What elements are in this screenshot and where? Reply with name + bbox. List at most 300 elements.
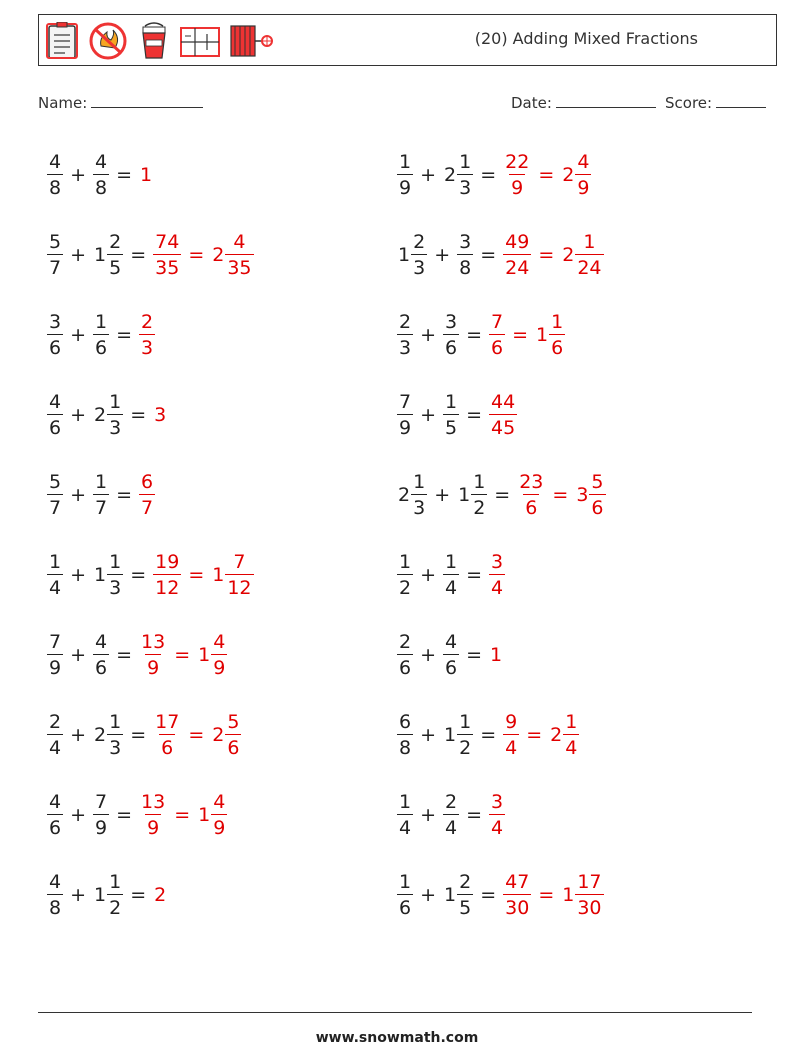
answer-fraction xyxy=(589,470,605,521)
addend-a-fraction xyxy=(397,870,413,921)
addend-a-fraction xyxy=(397,710,413,761)
answer-denominator: 6 xyxy=(159,734,175,761)
equals-sign: = xyxy=(480,884,497,906)
equals-sign: = xyxy=(480,164,497,186)
answer xyxy=(182,230,254,281)
addend-b-numerator: 1 xyxy=(95,470,108,493)
answer-denominator: 6 xyxy=(523,494,539,521)
problem-item xyxy=(46,785,228,845)
addend-a-whole: 2 xyxy=(398,484,411,506)
answer-fraction xyxy=(153,230,181,281)
answer xyxy=(502,230,532,281)
equals-sign: = xyxy=(130,244,147,266)
addend-b-numerator: 1 xyxy=(109,870,122,893)
addend-a-numerator: 1 xyxy=(399,150,412,173)
answer-fraction xyxy=(575,150,591,201)
addend-b-denominator: 3 xyxy=(107,734,123,761)
answer-whole: 1 xyxy=(536,324,549,346)
addend-a-denominator: 3 xyxy=(411,254,427,281)
addend-b-numerator: 1 xyxy=(459,710,472,733)
answer-equals-sign: = xyxy=(188,244,205,266)
worksheet-title: (20) Adding Mixed Fractions xyxy=(474,29,698,48)
addend-a-numerator: 2 xyxy=(413,230,426,253)
answer-denominator: 30 xyxy=(575,894,603,921)
answer-numerator: 13 xyxy=(141,790,166,813)
answer xyxy=(506,310,566,361)
addend-b-numerator: 1 xyxy=(473,470,486,493)
problem-item xyxy=(46,705,242,765)
addend-a-denominator: 8 xyxy=(397,734,413,761)
problem-item xyxy=(46,545,255,605)
answer-denominator: 4 xyxy=(503,734,519,761)
addend-b-fraction xyxy=(457,230,473,281)
addend-b-numerator: 1 xyxy=(459,150,472,173)
clipboard-checklist-icon xyxy=(45,22,79,60)
equals-sign: = xyxy=(116,804,133,826)
addend-a-numerator: 2 xyxy=(399,630,412,653)
plus-sign: + xyxy=(434,484,451,506)
plus-sign: + xyxy=(70,324,87,346)
answer-fraction xyxy=(211,790,227,841)
answer-whole: 2 xyxy=(212,724,225,746)
addend-b-denominator: 6 xyxy=(443,334,459,361)
problem-item xyxy=(46,305,156,365)
answer xyxy=(532,230,604,281)
addend-b-whole: 2 xyxy=(94,404,107,426)
problem-item xyxy=(46,385,166,445)
answer-numerator: 7 xyxy=(491,310,504,333)
addend-b-denominator: 5 xyxy=(107,254,123,281)
answer-numerator: 4 xyxy=(213,630,226,653)
addend-b-numerator: 7 xyxy=(95,790,108,813)
addend-a-numerator: 1 xyxy=(399,870,412,893)
answer xyxy=(138,164,152,186)
addend-b-numerator: 1 xyxy=(445,550,458,573)
addend-b-numerator: 1 xyxy=(95,310,108,333)
plus-sign: + xyxy=(70,404,87,426)
addend-a-denominator: 9 xyxy=(397,174,413,201)
answer xyxy=(516,470,546,521)
addend-a-numerator: 1 xyxy=(399,550,412,573)
answer-numerator: 4 xyxy=(577,150,590,173)
addend-a-numerator: 2 xyxy=(399,310,412,333)
fire-hose-reel-icon xyxy=(229,22,275,60)
addend-a-fraction xyxy=(47,550,63,601)
addend-b-numerator: 3 xyxy=(459,230,472,253)
addend-a-fraction xyxy=(47,390,63,441)
answer-whole: 1 xyxy=(140,164,153,186)
date-blank[interactable] xyxy=(556,93,656,108)
date-field xyxy=(511,93,656,112)
addend-a-whole: 1 xyxy=(398,244,411,266)
answer-equals-sign: = xyxy=(188,564,205,586)
answer-whole: 3 xyxy=(154,404,167,426)
answer-denominator: 6 xyxy=(225,734,241,761)
name-field xyxy=(38,93,203,112)
addend-b-denominator: 2 xyxy=(107,894,123,921)
addend-a-denominator: 6 xyxy=(47,414,63,441)
answer-numerator: 9 xyxy=(505,710,518,733)
addend-b-denominator: 5 xyxy=(443,414,459,441)
answer-numerator: 44 xyxy=(491,390,516,413)
answer-denominator: 9 xyxy=(211,814,227,841)
addend-b-fraction xyxy=(443,550,459,601)
addend-a-fraction xyxy=(411,470,427,521)
answer xyxy=(182,710,242,761)
answer-denominator: 35 xyxy=(225,254,253,281)
plus-sign: + xyxy=(70,644,87,666)
equals-sign: = xyxy=(466,804,483,826)
addend-b-denominator: 2 xyxy=(457,734,473,761)
answer-denominator: 6 xyxy=(589,494,605,521)
answer xyxy=(152,710,182,761)
addend-b-denominator: 6 xyxy=(443,654,459,681)
addend-b-denominator: 2 xyxy=(471,494,487,521)
answer xyxy=(152,550,182,601)
addend-a-fraction xyxy=(397,390,413,441)
equals-sign: = xyxy=(116,644,133,666)
answer-numerator: 4 xyxy=(213,790,226,813)
equals-sign: = xyxy=(466,644,483,666)
answer-denominator: 9 xyxy=(509,174,525,201)
addend-b-numerator: 2 xyxy=(445,790,458,813)
addend-a-numerator: 7 xyxy=(49,630,62,653)
answer-denominator: 6 xyxy=(489,334,505,361)
addend-b-numerator: 1 xyxy=(445,390,458,413)
addend-a-numerator: 3 xyxy=(49,310,62,333)
answer-numerator: 23 xyxy=(519,470,544,493)
addend-b-numerator: 1 xyxy=(109,390,122,413)
answer xyxy=(138,470,156,521)
addend-a-denominator: 3 xyxy=(397,334,413,361)
problem-item xyxy=(396,385,518,445)
plus-sign: + xyxy=(434,244,451,266)
equals-sign: = xyxy=(480,724,497,746)
answer-fraction xyxy=(139,790,167,841)
addend-b-fraction xyxy=(443,310,459,361)
score-field xyxy=(665,93,766,112)
answer xyxy=(182,550,254,601)
answer-fraction xyxy=(139,470,155,521)
addend-b-whole: 1 xyxy=(444,724,457,746)
equals-sign: = xyxy=(466,564,483,586)
answer-equals-sign: = xyxy=(188,724,205,746)
addend-b-denominator: 7 xyxy=(93,494,109,521)
answer xyxy=(546,470,606,521)
addend-b-denominator: 6 xyxy=(93,654,109,681)
plus-sign: + xyxy=(70,724,87,746)
addend-a-fraction xyxy=(397,310,413,361)
addend-a-numerator: 2 xyxy=(49,710,62,733)
answer-equals-sign: = xyxy=(512,324,529,346)
plus-sign: + xyxy=(70,484,87,506)
answer-numerator: 13 xyxy=(141,630,166,653)
addend-b-numerator: 4 xyxy=(95,150,108,173)
addend-a-denominator: 6 xyxy=(397,894,413,921)
equals-sign: = xyxy=(466,324,483,346)
addend-b-whole: 1 xyxy=(94,884,107,906)
addend-b-fraction xyxy=(107,550,123,601)
addend-b-whole: 1 xyxy=(94,564,107,586)
no-fire-icon xyxy=(87,22,129,60)
equals-sign: = xyxy=(480,244,497,266)
addend-b-whole: 2 xyxy=(94,724,107,746)
addend-a-denominator: 3 xyxy=(411,494,427,521)
date-label: Date: xyxy=(511,94,552,112)
equals-sign: = xyxy=(130,404,147,426)
equals-sign: = xyxy=(494,484,511,506)
problem-item xyxy=(396,785,506,845)
answer-whole: 1 xyxy=(198,804,211,826)
problem-item xyxy=(46,625,228,685)
plus-sign: + xyxy=(70,244,87,266)
addend-a-denominator: 9 xyxy=(397,414,413,441)
answer-fraction xyxy=(503,230,531,281)
addend-a-denominator: 8 xyxy=(47,174,63,201)
answer-equals-sign: = xyxy=(174,804,191,826)
addend-b-fraction xyxy=(93,150,109,201)
score-blank[interactable] xyxy=(716,93,766,108)
addend-b-fraction xyxy=(443,790,459,841)
addend-a-denominator: 9 xyxy=(47,654,63,681)
answer-whole: 2 xyxy=(212,244,225,266)
answer-fraction xyxy=(503,710,519,761)
addend-b-numerator: 4 xyxy=(95,630,108,653)
name-blank[interactable] xyxy=(91,93,203,108)
addend-a-denominator: 4 xyxy=(397,814,413,841)
addend-b-numerator: 1 xyxy=(109,550,122,573)
answer-fraction xyxy=(225,550,253,601)
answer-whole: 1 xyxy=(562,884,575,906)
answer-numerator: 6 xyxy=(141,470,154,493)
plus-sign: + xyxy=(420,164,437,186)
problem-item xyxy=(396,145,592,205)
addend-b-denominator: 6 xyxy=(93,334,109,361)
answer xyxy=(502,150,532,201)
answer-denominator: 12 xyxy=(153,574,181,601)
addend-b-whole: 1 xyxy=(444,884,457,906)
answer-numerator: 7 xyxy=(233,550,246,573)
fire-bucket-icon xyxy=(137,22,171,60)
answer-fraction xyxy=(139,630,167,681)
answer-equals-sign: = xyxy=(538,884,555,906)
answer-fraction xyxy=(225,230,253,281)
addend-b-fraction xyxy=(443,390,459,441)
answer xyxy=(168,630,228,681)
answer-whole: 2 xyxy=(550,724,563,746)
answer-fraction xyxy=(563,710,579,761)
equals-sign: = xyxy=(466,404,483,426)
answer xyxy=(152,230,182,281)
answer-denominator: 7 xyxy=(139,494,155,521)
addend-b-fraction xyxy=(457,710,473,761)
equals-sign: = xyxy=(130,884,147,906)
addend-a-fraction xyxy=(47,230,63,281)
problem-item xyxy=(396,705,580,765)
answer-fraction xyxy=(489,310,505,361)
addend-a-numerator: 7 xyxy=(399,390,412,413)
answer-fraction xyxy=(153,710,181,761)
addend-b-denominator: 3 xyxy=(107,574,123,601)
addend-a-fraction xyxy=(47,470,63,521)
answer-numerator: 49 xyxy=(505,230,530,253)
answer-denominator: 4 xyxy=(489,814,505,841)
answer-numerator: 17 xyxy=(155,710,180,733)
answer-denominator: 24 xyxy=(503,254,531,281)
answer xyxy=(488,390,518,441)
answer-numerator: 1 xyxy=(583,230,596,253)
addend-b-fraction xyxy=(93,630,109,681)
answer-fraction xyxy=(489,550,505,601)
answer-whole: 2 xyxy=(562,164,575,186)
plus-sign: + xyxy=(70,564,87,586)
addend-a-numerator: 5 xyxy=(49,230,62,253)
addend-b-numerator: 4 xyxy=(445,630,458,653)
addend-a-fraction xyxy=(397,150,413,201)
addend-b-fraction xyxy=(107,710,123,761)
addend-a-fraction xyxy=(47,710,63,761)
answer-numerator: 5 xyxy=(227,710,240,733)
addend-a-numerator: 1 xyxy=(413,470,426,493)
plus-sign: + xyxy=(420,404,437,426)
equals-sign: = xyxy=(116,484,133,506)
plus-sign: + xyxy=(420,324,437,346)
answer-fraction xyxy=(489,390,517,441)
addend-b-fraction xyxy=(107,390,123,441)
addend-b-denominator: 8 xyxy=(457,254,473,281)
addend-b-denominator: 3 xyxy=(107,414,123,441)
problem-item xyxy=(46,465,156,525)
addend-a-fraction xyxy=(47,870,63,921)
addend-b-fraction xyxy=(457,150,473,201)
addend-b-fraction xyxy=(93,310,109,361)
addend-a-numerator: 5 xyxy=(49,470,62,493)
answer-equals-sign: = xyxy=(538,244,555,266)
answer-denominator: 24 xyxy=(575,254,603,281)
answer xyxy=(520,710,580,761)
addend-a-fraction xyxy=(397,790,413,841)
answer-numerator: 47 xyxy=(505,870,530,893)
answer-fraction xyxy=(575,230,603,281)
addend-b-denominator: 4 xyxy=(443,574,459,601)
answer-denominator: 12 xyxy=(225,574,253,601)
answer-fraction xyxy=(153,550,181,601)
addend-a-fraction xyxy=(397,630,413,681)
addend-b-whole: 1 xyxy=(458,484,471,506)
answer-denominator: 30 xyxy=(503,894,531,921)
floor-plan-icon xyxy=(179,22,221,60)
plus-sign: + xyxy=(420,804,437,826)
addend-a-numerator: 4 xyxy=(49,150,62,173)
answer-whole: 1 xyxy=(212,564,225,586)
answer xyxy=(138,310,156,361)
addend-a-numerator: 6 xyxy=(399,710,412,733)
answer-numerator: 3 xyxy=(491,790,504,813)
answer xyxy=(532,150,592,201)
answer xyxy=(138,790,168,841)
answer-denominator: 3 xyxy=(139,334,155,361)
answer-equals-sign: = xyxy=(552,484,569,506)
addend-b-denominator: 9 xyxy=(93,814,109,841)
answer-numerator: 1 xyxy=(551,310,564,333)
plus-sign: + xyxy=(70,804,87,826)
addend-b-numerator: 1 xyxy=(109,710,122,733)
answer xyxy=(532,870,604,921)
answer-fraction xyxy=(139,310,155,361)
footer-divider xyxy=(38,1012,752,1013)
answer-denominator: 9 xyxy=(145,654,161,681)
answer-numerator: 17 xyxy=(577,870,602,893)
addend-a-fraction xyxy=(411,230,427,281)
answer xyxy=(488,790,506,841)
answer-fraction xyxy=(503,870,531,921)
answer-fraction xyxy=(575,870,603,921)
answer-fraction xyxy=(489,790,505,841)
answer-numerator: 22 xyxy=(505,150,530,173)
addend-b-fraction xyxy=(93,470,109,521)
plus-sign: + xyxy=(70,164,87,186)
problem-item xyxy=(396,625,502,685)
header-icons xyxy=(45,20,275,62)
addend-a-denominator: 7 xyxy=(47,254,63,281)
answer-numerator: 5 xyxy=(591,470,604,493)
answer-denominator: 9 xyxy=(575,174,591,201)
name-label: Name: xyxy=(38,94,88,112)
answer xyxy=(152,404,166,426)
addend-b-whole: 2 xyxy=(444,164,457,186)
answer xyxy=(488,644,502,666)
answer-numerator: 74 xyxy=(155,230,180,253)
answer-fraction xyxy=(225,710,241,761)
addend-a-denominator: 6 xyxy=(47,814,63,841)
answer-denominator: 6 xyxy=(549,334,565,361)
addend-a-denominator: 8 xyxy=(47,894,63,921)
addend-a-fraction xyxy=(47,790,63,841)
problem-item xyxy=(396,465,607,525)
answer-fraction xyxy=(549,310,565,361)
addend-b-numerator: 2 xyxy=(459,870,472,893)
answer-numerator: 3 xyxy=(491,550,504,573)
addend-a-fraction xyxy=(47,150,63,201)
addend-b-denominator: 3 xyxy=(457,174,473,201)
addend-b-numerator: 3 xyxy=(445,310,458,333)
answer-whole: 2 xyxy=(562,244,575,266)
addend-a-denominator: 7 xyxy=(47,494,63,521)
answer-whole: 2 xyxy=(154,884,167,906)
plus-sign: + xyxy=(420,724,437,746)
answer-fraction xyxy=(503,150,531,201)
problem-item xyxy=(396,865,605,925)
answer xyxy=(502,710,520,761)
addend-b-fraction xyxy=(443,630,459,681)
addend-b-numerator: 2 xyxy=(109,230,122,253)
addend-a-denominator: 4 xyxy=(47,574,63,601)
equals-sign: = xyxy=(130,564,147,586)
answer-equals-sign: = xyxy=(174,644,191,666)
problem-item xyxy=(396,305,566,365)
answer-denominator: 4 xyxy=(563,734,579,761)
addend-a-denominator: 4 xyxy=(47,734,63,761)
addend-a-fraction xyxy=(397,550,413,601)
answer-denominator: 9 xyxy=(211,654,227,681)
plus-sign: + xyxy=(420,644,437,666)
answer-denominator: 35 xyxy=(153,254,181,281)
answer-whole: 3 xyxy=(576,484,589,506)
equals-sign: = xyxy=(116,164,133,186)
answer-denominator: 9 xyxy=(145,814,161,841)
answer-equals-sign: = xyxy=(538,164,555,186)
addend-a-numerator: 1 xyxy=(399,790,412,813)
